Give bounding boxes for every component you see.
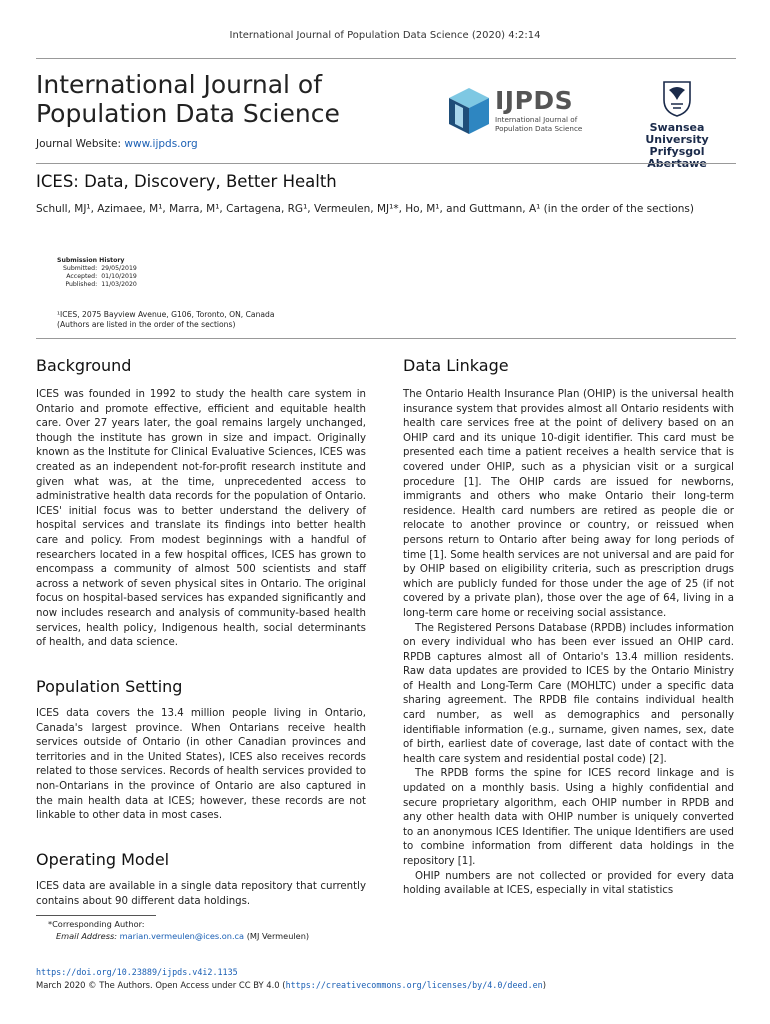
body-rule <box>36 338 736 339</box>
affiliation: ¹ICES, 2075 Bayview Avenue, G106, Toronto, ON, Canada (Authors are listed in the order of the sections) <box>57 310 275 329</box>
title-rule <box>36 163 736 164</box>
history-row: Accepted: 01/10/2019 <box>66 273 137 280</box>
history-table <box>57 265 141 289</box>
journal-title: International Journal of Population Data Science <box>36 70 340 128</box>
email-link[interactable]: marian.vermeulen@ices.on.ca <box>119 931 245 941</box>
license-link[interactable]: https://creativecommons.org/licenses/by/4.0/deed.en <box>285 979 543 990</box>
heading-background: Background <box>36 356 132 375</box>
background-text: ICES was founded in 1992 to study the health care system in Ontario and promote effective, efficient and equitable health care. Over 27 years later, the goal remains largely unchanged, though the institute has grown in size and impact. Originally known as the Institute for Clinical Evaluative Sciences, ICES was created as an independent not-for-profit research institute and given what was, at the time, unprecedented access to administrative health data records for the population of Ontario. ICES' initial focus was to better understand the delivery of hospital services and translate its findings into better health care and policy. From modest beginnings with a handful of researchers located in a few hospital offices, ICES has grown to encompass a community of almost 500 scientists and staff across a network of seven physical sites in Ontario. The original focus on hospital-based services has expanded significantly and now includes research and analysis of community-based health services, health policy, Indigenous health, social determinants of health, and data science. <box>36 389 366 649</box>
linkage-text <box>403 388 734 899</box>
ijpds-logo: IJPDS International Journal of Population Data Science <box>447 82 587 142</box>
page-footer: https://doi.org/10.23889/ijpds.v4i2.1135 March 2020 © The Authors. Open Access under CC BY 4.0 (https://creativecommons.org/licenses/by/4.0/deed.en) <box>36 967 546 990</box>
journal-website: Journal Website: www.ijpds.org <box>36 138 198 150</box>
submission-history: Submission History Submitted: 29/05/2019 Accepted: 01/10/2019 Published: 11/03/2020 <box>57 257 141 289</box>
doi-link[interactable]: https://doi.org/10.23889/ijpds.v4i2.1135 <box>36 967 238 977</box>
linkage-paragraph-1: The Ontario Health Insurance Plan (OHIP) is the universal health insurance system that provides almost all Ontario residents with health care services free at the point of delivery based on an OHIP card and its unique 10-digit identifier. This card must be presented each time a patient receives a health service that is covered under OHIP, such as a physician visit or a surgical procedure [1]. The OHIP cards are issued for newborns, immigrants and others who make Ontario their long-term residence. Health card numbers are retired as people die or relocate to another province or country, or reissued when persons return to Ontario after being away for long periods of time [1]. Some health services are not universal and are paid for by OHIP based on eligibility criteria, such as prescription drugs which are publicly funded for those under the age of 25 (if not covered by a private plan), those over the age of 64, living in a long-term care home or receiving social assistance. <box>403 389 734 619</box>
swansea-logo: Swansea University Prifysgol Abertawe <box>618 78 736 168</box>
header-rule <box>36 58 736 59</box>
footnote-rule <box>36 915 156 916</box>
paper-title: ICES: Data, Discovery, Better Health <box>36 172 337 191</box>
history-row: Submitted: 29/05/2019 <box>63 265 137 272</box>
linkage-paragraph-2: The Registered Persons Database (RPDB) includes information on every individual who has been ever issued an OHIP card. RPDB captures almost all of Ontario's 13.4 million residents. Raw data updates are provided to ICES by the Ontario Ministry of Health and Long-Term Care (MOHLTC) under a specific data sharing agreement. The RPDB file contains individual health card number, as well as demographics and personally identifiable information (e.g., surname, given names, sex, date of birth, earliest date of coverage, last date of contact with the health care system and residential postal code) [2]. <box>403 622 734 765</box>
running-header: International Journal of Population Data Science (2020) 4:2:14 <box>229 30 541 41</box>
heading-operating-model: Operating Model <box>36 850 170 869</box>
heading-population: Population Setting <box>36 677 183 696</box>
linkage-paragraph-3: The RPDB forms the spine for ICES record linkage and is updated on a monthly basis. Using a highly confidential and secure proprietary algorithm, each OHIP number in RPDB and any other health data with OHIP number is uniquely converted to an anonymous ICES Identifier. The unique Identifiers are used to combine information from different data holdings in the repository [1]. <box>403 768 734 867</box>
corresponding-author-footnote: *Corresponding Author: Email Address: marian.vermeulen@ices.on.ca (MJ Vermeulen) <box>48 919 310 941</box>
author-list: Schull, MJ¹, Azimaee, M¹, Marra, M¹, Cartagena, RG¹, Vermeulen, MJ¹*, Ho, M¹, and Guttmann, A¹ (in the order of the sections) <box>36 203 695 215</box>
operating-text: ICES data are available in a single data repository that currently contains about 90 different data holdings. <box>36 881 366 907</box>
journal-website-link[interactable]: www.ijpds.org <box>124 138 198 150</box>
swansea-crest-icon <box>660 78 694 118</box>
history-row: Published: 11/03/2020 <box>65 281 137 288</box>
heading-data-linkage: Data Linkage <box>403 356 509 375</box>
linkage-paragraph-4: OHIP numbers are not collected or provided for every data holding available at ICES, especially in vital statistics <box>403 870 734 897</box>
population-text: ICES data covers the 13.4 million people living in Ontario, Canada's largest province. When Ontarians receive health services outside of Ontario (in other Canadian provinces and territories and in the United States), ICES also receives records related to those services. Records of health services provided to non-Ontarians in the province of Ontario are also captured in the main health data at ICES; however, these records are not linkable to other data in most cases. <box>36 708 366 822</box>
